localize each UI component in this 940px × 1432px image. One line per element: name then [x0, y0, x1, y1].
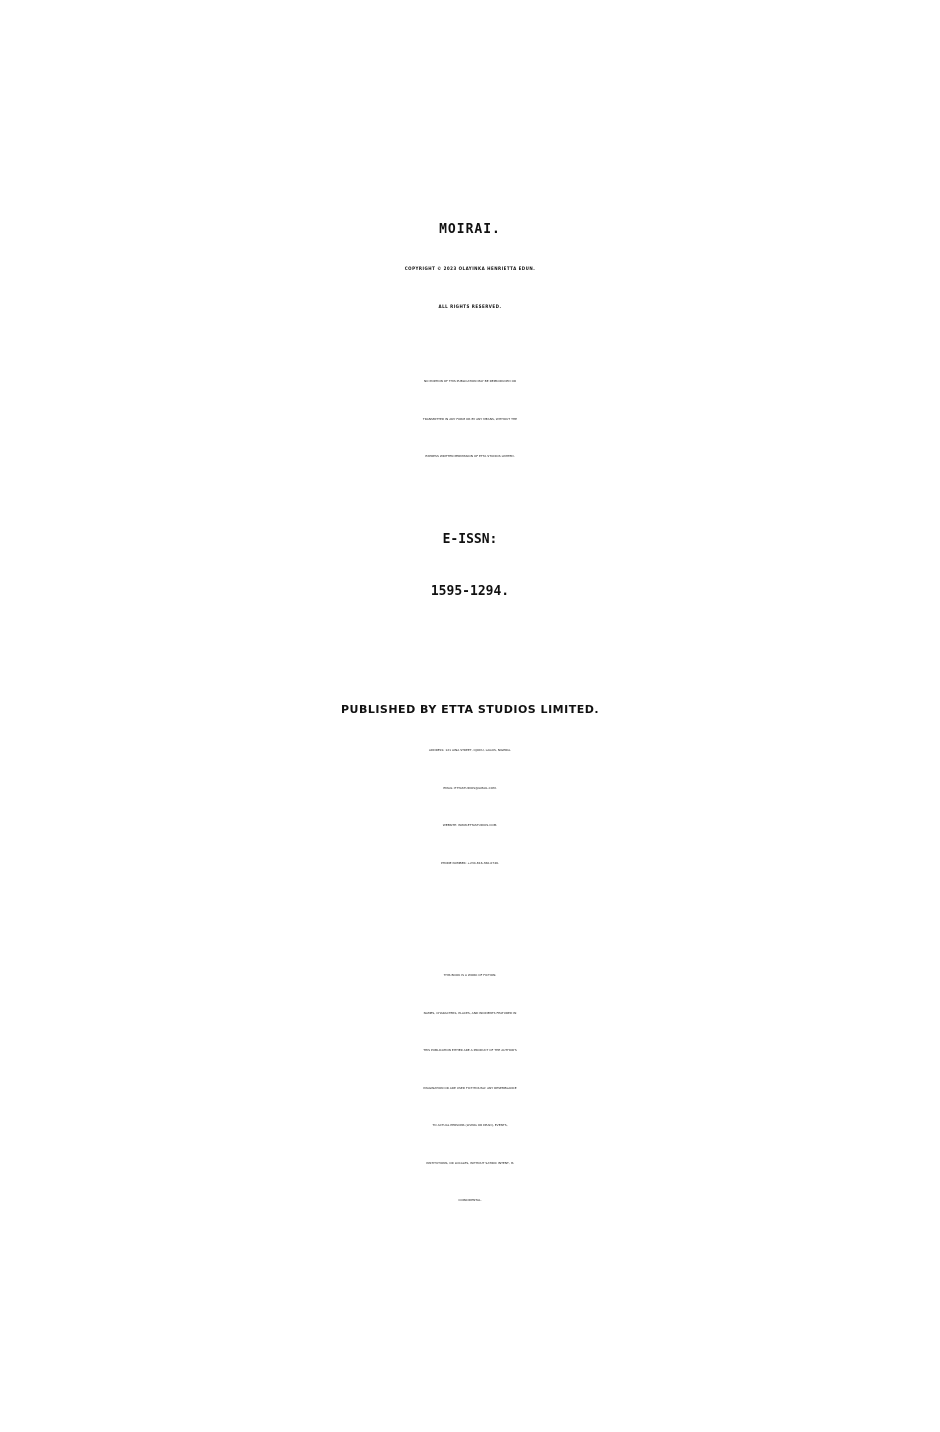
- fiction-notice-line: INSTITUTIONS, OR LOCALES, WITHOUT SATIRIC INTENT, IS: [426, 1160, 514, 1165]
- fiction-notice-line: THIS PUBLICATION EITHER ARE A PRODUCT OF THE AUTHOR'S: [423, 1048, 517, 1052]
- issn-number: 1595-1294.: [430, 584, 510, 599]
- rights-notice-line: TRANSMITTED IN ANY FORM OR BY ANY MEANS, WITHOUT THE: [422, 416, 518, 421]
- publisher-block: [0, 690, 940, 730]
- publisher-address: ADDRESS: 121 AINA STREET, OJODU, LAGOS, NIGERIA.: [428, 748, 512, 752]
- publisher-email: EMAIL: ETTASTUDIOS@GMAIL.COM.: [443, 785, 497, 790]
- fiction-notice-line: TO ACTUAL PERSONS (LIVING OR DEAD), EVENTS,: [432, 1123, 508, 1127]
- fiction-notice-line: THIS BOOK IS A WORK OF FICTION.: [443, 973, 497, 977]
- fiction-notice-line: IMAGINATION OR ARE USED FICTITIOUSLY. ANY RESEMBLANCE: [423, 1085, 517, 1090]
- copyright-block: [0, 250, 940, 326]
- rights-notice-line: NO PORTION OF THIS PUBLICATION MAY BE REPRODUCED OR: [423, 379, 517, 383]
- rights-notice-line: EXPRESS WRITTEN PERMISSION OF ETTA STUDIOS LIMITED.: [425, 454, 515, 458]
- fiction-notice-line: NAMES, CHARACTERS, PLACES, AND INCIDENTS FEATURED IN: [423, 1010, 517, 1015]
- publisher-contact: [0, 732, 940, 882]
- publisher-phone: PHONE NUMBER: +234-816-360-0746.: [441, 860, 499, 865]
- issn-block: [0, 514, 940, 618]
- rights-reserved-line: ALL RIGHTS RESERVED.: [438, 304, 502, 309]
- rights-notice: [0, 363, 940, 476]
- title-block: [0, 210, 940, 250]
- publisher-heading: PUBLISHED BY ETTA STUDIOS LIMITED.: [340, 703, 600, 716]
- fiction-notice: [0, 957, 940, 1220]
- copyright-line: COPYRIGHT © 2023 OLAYINKA HENRIETTA EDUN.: [404, 266, 536, 271]
- fiction-notice-line: COINCIDENTAL.: [458, 1198, 482, 1202]
- publisher-website: WEBSITE: WWW.ETTASTUDIOS.COM.: [442, 823, 498, 827]
- book-title: MOIRAI.: [439, 222, 501, 237]
- issn-label: E-ISSN:: [442, 532, 498, 547]
